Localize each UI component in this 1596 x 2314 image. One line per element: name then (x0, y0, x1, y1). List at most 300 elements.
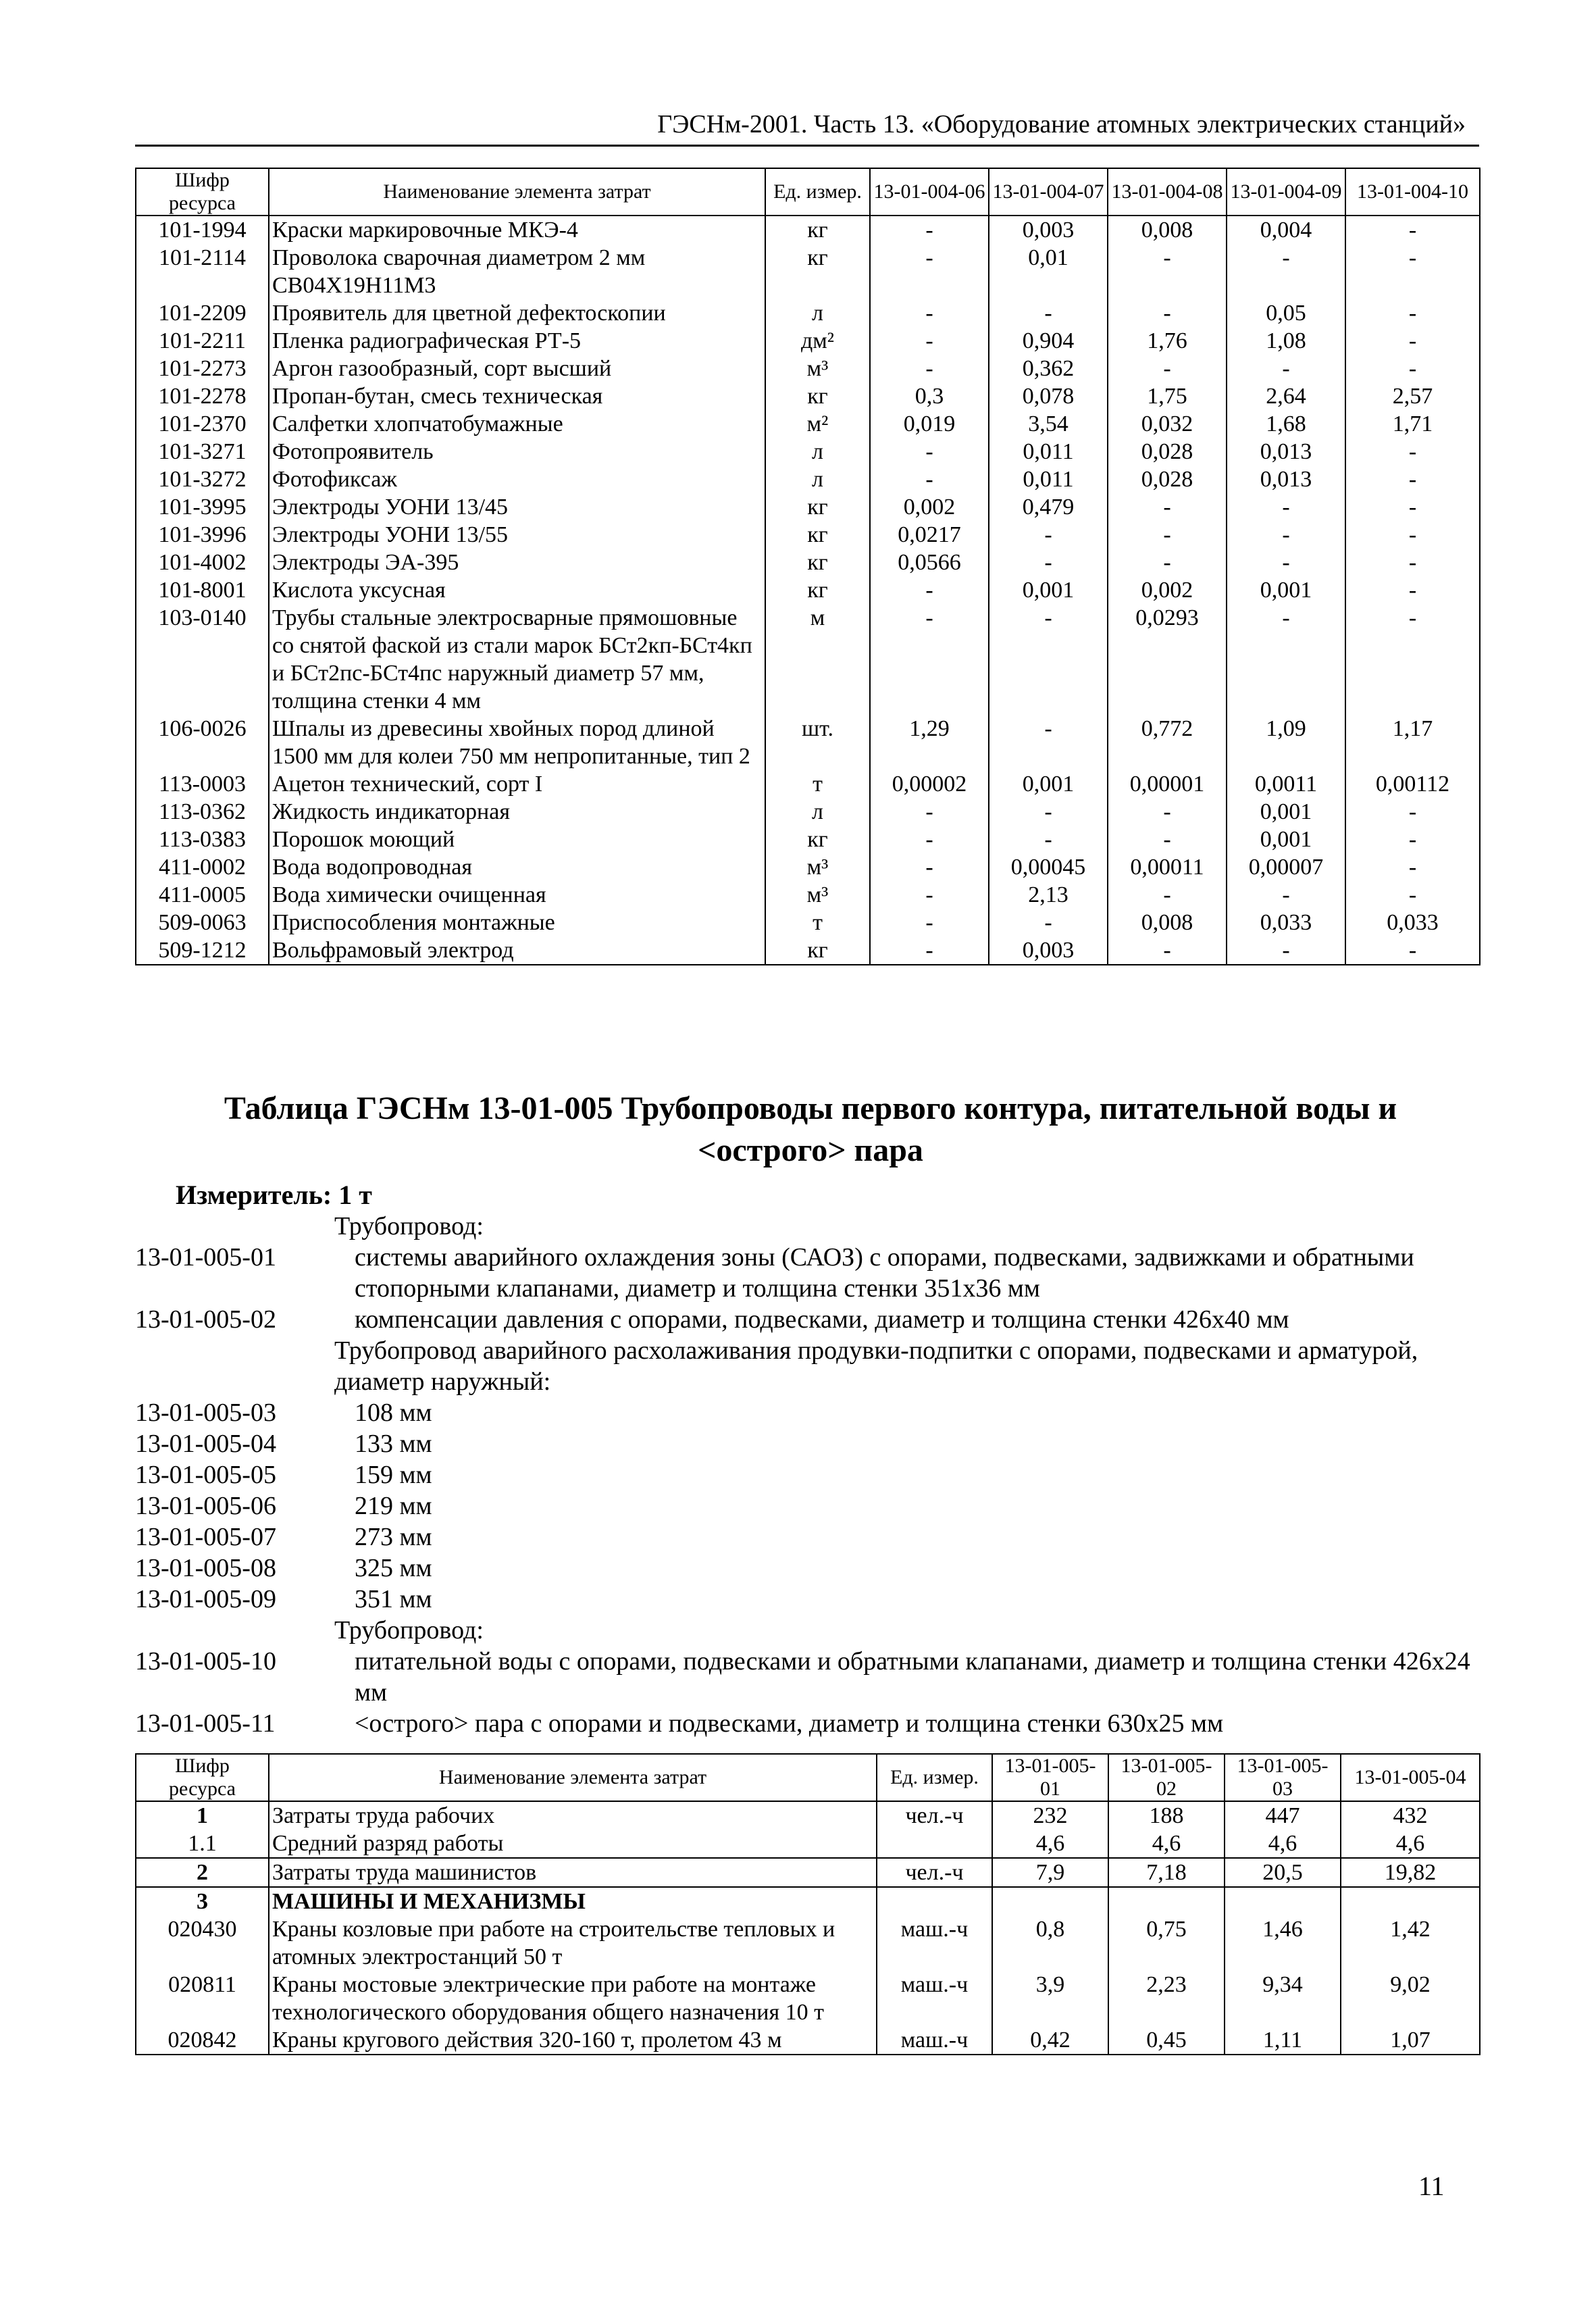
resource-code: 1 (136, 1801, 269, 1830)
resource-name: Ацетон технический, сорт I (269, 770, 765, 798)
value-cell: 0,001 (1227, 798, 1345, 826)
spec-heading: Трубопровод: (334, 1616, 484, 1644)
spec-code: 13-01-005-09 (135, 1585, 276, 1613)
spec-item (135, 1242, 1486, 1304)
spec-item (135, 1304, 1486, 1335)
value-cell: 0,904 (989, 327, 1108, 355)
unit: кг (765, 576, 870, 604)
resource-name: Пленка радиографическая РТ-5 (269, 327, 765, 355)
resource-code: 2 (136, 1858, 269, 1887)
unit: м² (765, 410, 870, 438)
resource-name: Вода химически очищенная (269, 881, 765, 909)
unit: кг (765, 826, 870, 853)
unit: чел.-ч (877, 1858, 992, 1887)
resource-name: Кислота уксусная (269, 576, 765, 604)
value-cell: 0,011 (989, 466, 1108, 493)
value-cell: 9,34 (1225, 1971, 1341, 2026)
value-cell: 2,64 (1227, 382, 1345, 410)
value-cell: - (1345, 493, 1480, 521)
unit: маш.-ч (877, 2026, 992, 2055)
resource-name: Затраты труда машинистов (269, 1858, 877, 1887)
value-cell: 0,0217 (870, 521, 989, 549)
resource-name: Электроды УОНИ 13/55 (269, 521, 765, 549)
value-cell: 0,001 (989, 576, 1108, 604)
resource-code: 101-2370 (136, 410, 269, 438)
table-header-row (136, 1754, 1480, 1801)
resource-name: Шпалы из древесины хвойных пород длиной 1500 мм для колеи 750 мм непропитанные, тип 2 (269, 715, 765, 770)
table-row (136, 549, 1480, 576)
value-cell: - (1345, 438, 1480, 466)
unit: кг (765, 216, 870, 244)
resource-name: Вода водопроводная (269, 853, 765, 881)
value-cell: 0,00002 (870, 770, 989, 798)
table-row (136, 715, 1480, 770)
section-title-line1: Таблица ГЭСНм 13-01-005 Трубопроводы первого контура, питательной воды и (224, 1090, 1397, 1126)
spec-code: 13-01-005-01 (135, 1243, 276, 1272)
unit: маш.-ч (877, 1971, 992, 2026)
value-cell: 0,002 (1108, 576, 1227, 604)
value-cell: 0,003 (989, 936, 1108, 965)
value-cell: 1,68 (1227, 410, 1345, 438)
resource-code: 101-2273 (136, 355, 269, 382)
spec-text: 351 мм (355, 1585, 432, 1613)
unit: м³ (765, 355, 870, 382)
value-cell: - (1345, 216, 1480, 244)
resources-table-005 (135, 1753, 1481, 2055)
value-cell: - (1108, 936, 1227, 965)
unit: кг (765, 936, 870, 965)
resource-name: Проявитель для цветной дефектоскопии (269, 299, 765, 327)
value-cell: - (1227, 355, 1345, 382)
value-cell: 1,11 (1225, 2026, 1341, 2055)
value-cell: 0,013 (1227, 438, 1345, 466)
value-cell: 0,004 (1227, 216, 1345, 244)
unit: чел.-ч (877, 1801, 992, 1830)
spec-item (135, 1459, 1486, 1490)
value-cell: 1,75 (1108, 382, 1227, 410)
value-cell: - (1345, 244, 1480, 299)
value-cell: 0,008 (1108, 216, 1227, 244)
value-cell: 0,001 (1227, 826, 1345, 853)
col-header: 13-01-005-04 (1341, 1754, 1480, 1801)
value-cell: - (870, 881, 989, 909)
value-cell: - (1227, 244, 1345, 299)
spec-text: <острого> пара с опорами и подвесками, диаметр и толщина стенки 630х25 мм (355, 1709, 1224, 1738)
value-cell: 1,42 (1341, 1915, 1480, 1971)
table-row (136, 1971, 1480, 2026)
resource-name: Затраты труда рабочих (269, 1801, 877, 1830)
unit: т (765, 909, 870, 936)
table-row (136, 1830, 1480, 1858)
resource-name: Краны мостовые электрические при работе на монтаже технологического оборудования общего назначения 10 т (269, 1971, 877, 2026)
resource-code: 020811 (136, 1971, 269, 2026)
resource-name: Жидкость индикаторная (269, 798, 765, 826)
value-cell: 1,29 (870, 715, 989, 770)
value-cell: 0,75 (1108, 1915, 1225, 1971)
table-row (136, 604, 1480, 715)
resource-code: 411-0005 (136, 881, 269, 909)
value-cell: 0,00045 (989, 853, 1108, 881)
resource-code: 101-2114 (136, 244, 269, 299)
value-cell: 4,6 (992, 1830, 1108, 1858)
resource-name: Аргон газообразный, сорт высший (269, 355, 765, 382)
resource-name: Краны козловые при работе на строительстве тепловых и атомных электростанций 50 т (269, 1915, 877, 1971)
value-cell: 2,13 (989, 881, 1108, 909)
value-cell: 0,362 (989, 355, 1108, 382)
unit: л (765, 798, 870, 826)
value-cell: - (1345, 936, 1480, 965)
resource-code: 509-1212 (136, 936, 269, 965)
spec-code: 13-01-005-06 (135, 1492, 276, 1520)
unit: дм² (765, 327, 870, 355)
unit: л (765, 466, 870, 493)
resource-code: 3 (136, 1887, 269, 1915)
resource-code: 106-0026 (136, 715, 269, 770)
spec-code: 13-01-005-11 (135, 1709, 276, 1738)
value-cell: - (870, 826, 989, 853)
value-cell: - (1345, 853, 1480, 881)
table-row (136, 826, 1480, 853)
value-cell: - (870, 909, 989, 936)
resource-name: Приспособления монтажные (269, 909, 765, 936)
value-cell: - (1345, 798, 1480, 826)
spec-item (135, 1584, 1486, 1615)
table-row (136, 382, 1480, 410)
unit: л (765, 438, 870, 466)
value-cell: 0,772 (1108, 715, 1227, 770)
value-cell: 0,00011 (1108, 853, 1227, 881)
value-cell: - (1345, 826, 1480, 853)
resource-name: Вольфрамовый электрод (269, 936, 765, 965)
value-cell: - (1227, 604, 1345, 715)
value-cell: - (989, 521, 1108, 549)
resource-code: 113-0383 (136, 826, 269, 853)
table-row (136, 1858, 1480, 1887)
resource-name: Пропан-бутан, смесь техническая (269, 382, 765, 410)
col-header: 13-01-004-08 (1108, 168, 1227, 216)
value-cell: - (1345, 604, 1480, 715)
spec-item (135, 1553, 1486, 1584)
table-row (136, 355, 1480, 382)
col-header: 13-01-005-01 (992, 1754, 1108, 1801)
value-cell: - (870, 604, 989, 715)
spec-item (135, 1397, 1486, 1428)
resource-code: 101-4002 (136, 549, 269, 576)
col-header: 13-01-005-02 (1108, 1754, 1225, 1801)
value-cell: - (1345, 576, 1480, 604)
value-cell: - (1345, 521, 1480, 549)
unit: м³ (765, 881, 870, 909)
resource-name: Электроды ЭА-395 (269, 549, 765, 576)
value-cell: - (870, 244, 989, 299)
spec-code: 13-01-005-10 (135, 1647, 276, 1676)
unit: маш.-ч (877, 1915, 992, 1971)
value-cell: - (989, 909, 1108, 936)
value-cell: 4,6 (1225, 1830, 1341, 1858)
resource-name: Фотофиксаж (269, 466, 765, 493)
value-cell: 2,23 (1108, 1971, 1225, 2026)
table-row (136, 1887, 1480, 1915)
table-row (136, 1801, 1480, 1830)
col-header: 13-01-004-06 (870, 168, 989, 216)
value-cell: - (989, 826, 1108, 853)
value-cell: - (1108, 826, 1227, 853)
value-cell: - (1227, 881, 1345, 909)
value-cell: 0,05 (1227, 299, 1345, 327)
resource-code: 101-8001 (136, 576, 269, 604)
value-cell: - (1108, 798, 1227, 826)
value-cell: - (1227, 549, 1345, 576)
spec-text: 273 мм (355, 1523, 432, 1551)
table-header-row (136, 168, 1480, 216)
unit: шт. (765, 715, 870, 770)
value-cell: 0,002 (870, 493, 989, 521)
table-row (136, 216, 1480, 244)
value-cell: - (1108, 549, 1227, 576)
col-header: 13-01-005-03 (1225, 1754, 1341, 1801)
value-cell: - (870, 327, 989, 355)
value-cell: 0,019 (870, 410, 989, 438)
unit (877, 1887, 992, 1915)
value-cell: 0,013 (1227, 466, 1345, 493)
value-cell: 4,6 (1108, 1830, 1225, 1858)
spec-code: 13-01-005-08 (135, 1554, 276, 1582)
resource-name: Электроды УОНИ 13/45 (269, 493, 765, 521)
resource-name: Проволока сварочная диаметром 2 мм СВ04Х19Н11М3 (269, 244, 765, 299)
value-cell: 1,07 (1341, 2026, 1480, 2055)
value-cell: 0,011 (989, 438, 1108, 466)
value-cell: 20,5 (1225, 1858, 1341, 1887)
spec-code: 13-01-005-04 (135, 1430, 276, 1458)
page-header (135, 109, 1479, 147)
table-row (136, 2026, 1480, 2055)
table-row (136, 493, 1480, 521)
value-cell: 0,479 (989, 493, 1108, 521)
value-cell: 0,028 (1108, 438, 1227, 466)
value-cell: 188 (1108, 1801, 1225, 1830)
value-cell: 1,08 (1227, 327, 1345, 355)
col-header: Шифр ресурса (136, 1754, 269, 1801)
value-cell: - (870, 299, 989, 327)
table-row (136, 244, 1480, 299)
table-row (136, 936, 1480, 965)
col-header: Шифр ресурса (136, 168, 269, 216)
value-cell: 0,0293 (1108, 604, 1227, 715)
running-title: ГЭСНм-2001. Часть 13. «Оборудование атомных электрических станций» (657, 110, 1466, 139)
spec-text: 133 мм (355, 1430, 432, 1458)
col-header: Наименование элемента затрат (269, 168, 765, 216)
resource-name: Краски маркировочные МКЭ-4 (269, 216, 765, 244)
value-cell: - (1108, 881, 1227, 909)
spec-text: 325 мм (355, 1554, 432, 1582)
value-cell: 0,42 (992, 2026, 1108, 2055)
page-number: 11 (1418, 2171, 1445, 2201)
value-cell: 0,00007 (1227, 853, 1345, 881)
table-row (136, 299, 1480, 327)
resource-name: Краны кругового действия 320-160 т, пролетом 43 м (269, 2026, 877, 2055)
resource-code: 101-3271 (136, 438, 269, 466)
col-header: 13-01-004-07 (989, 168, 1108, 216)
value-cell: 447 (1225, 1801, 1341, 1830)
table-row (136, 327, 1480, 355)
value-cell: 0,078 (989, 382, 1108, 410)
table-row (136, 853, 1480, 881)
spec-text: компенсации давления с опорами, подвесками, диаметр и толщина стенки 426х40 мм (355, 1305, 1289, 1334)
value-cell: - (870, 216, 989, 244)
value-cell: - (1345, 549, 1480, 576)
resource-name: Средний разряд работы (269, 1830, 877, 1858)
value-cell: 0,008 (1108, 909, 1227, 936)
value-cell: - (1108, 355, 1227, 382)
value-cell: 232 (992, 1801, 1108, 1830)
value-cell: 1,46 (1225, 1915, 1341, 1971)
spec-item (135, 1646, 1486, 1708)
value-cell (1225, 1887, 1341, 1915)
value-cell: - (1227, 493, 1345, 521)
resource-name: Фотопроявитель (269, 438, 765, 466)
value-cell: 1,17 (1345, 715, 1480, 770)
section-title-line2: <острого> пара (698, 1132, 923, 1168)
resource-code: 101-3996 (136, 521, 269, 549)
value-cell: - (870, 355, 989, 382)
resource-name: Салфетки хлопчатобумажные (269, 410, 765, 438)
value-cell: - (870, 438, 989, 466)
value-cell: - (1345, 299, 1480, 327)
resource-code: 101-3272 (136, 466, 269, 493)
unit (877, 1830, 992, 1858)
value-cell: 3,9 (992, 1971, 1108, 2026)
value-cell: 1,71 (1345, 410, 1480, 438)
spec-item (135, 1521, 1486, 1553)
spec-heading: Трубопровод: (334, 1212, 484, 1240)
table-row (136, 466, 1480, 493)
spec-code: 13-01-005-02 (135, 1305, 276, 1334)
value-cell: 4,6 (1341, 1830, 1480, 1858)
value-cell: 0,00112 (1345, 770, 1480, 798)
unit: кг (765, 493, 870, 521)
unit: л (765, 299, 870, 327)
measure-unit: Измеритель: 1 т (176, 1180, 372, 1210)
table-row (136, 1915, 1480, 1971)
resource-code: 101-1994 (136, 216, 269, 244)
value-cell: 0,00001 (1108, 770, 1227, 798)
unit: кг (765, 244, 870, 299)
unit: кг (765, 382, 870, 410)
value-cell: 0,01 (989, 244, 1108, 299)
value-cell (1341, 1887, 1480, 1915)
value-cell: 7,9 (992, 1858, 1108, 1887)
col-header: 13-01-004-09 (1227, 168, 1345, 216)
table-row (136, 438, 1480, 466)
value-cell: 0,8 (992, 1915, 1108, 1971)
value-cell: - (1345, 881, 1480, 909)
resource-code: 113-0362 (136, 798, 269, 826)
table-row (136, 521, 1480, 549)
value-cell: 0,032 (1108, 410, 1227, 438)
resource-name: Порошок моющий (269, 826, 765, 853)
resource-name: МАШИНЫ И МЕХАНИЗМЫ (269, 1887, 877, 1915)
resource-code: 101-2211 (136, 327, 269, 355)
spec-text: 219 мм (355, 1492, 432, 1520)
table-row (136, 576, 1480, 604)
value-cell: - (989, 549, 1108, 576)
value-cell: - (1227, 936, 1345, 965)
value-cell: - (989, 715, 1108, 770)
unit: кг (765, 521, 870, 549)
value-cell: - (1108, 299, 1227, 327)
unit: т (765, 770, 870, 798)
value-cell: 0,001 (989, 770, 1108, 798)
value-cell: - (870, 936, 989, 965)
value-cell: 0,028 (1108, 466, 1227, 493)
resource-code: 113-0003 (136, 770, 269, 798)
resource-code: 101-2209 (136, 299, 269, 327)
value-cell: - (1345, 466, 1480, 493)
value-cell: 1,76 (1108, 327, 1227, 355)
unit: м (765, 604, 870, 715)
resource-code: 411-0002 (136, 853, 269, 881)
resource-code: 020430 (136, 1915, 269, 1971)
value-cell: - (1108, 244, 1227, 299)
spec-text: 159 мм (355, 1461, 432, 1489)
value-cell: 0,0566 (870, 549, 989, 576)
table-row (136, 798, 1480, 826)
resource-code: 101-2278 (136, 382, 269, 410)
value-cell: 432 (1341, 1801, 1480, 1830)
spec-code: 13-01-005-05 (135, 1461, 276, 1489)
value-cell: 2,57 (1345, 382, 1480, 410)
resource-code: 020842 (136, 2026, 269, 2055)
value-cell: - (870, 576, 989, 604)
table-row (136, 909, 1480, 936)
resources-table-004 (135, 168, 1481, 965)
value-cell: 7,18 (1108, 1858, 1225, 1887)
spec-item (135, 1490, 1486, 1521)
spec-code: 13-01-005-03 (135, 1399, 276, 1427)
value-cell: - (1345, 355, 1480, 382)
spec-code: 13-01-005-07 (135, 1523, 276, 1551)
spec-list (135, 1211, 1486, 1739)
resource-code: 509-0063 (136, 909, 269, 936)
resource-code: 103-0140 (136, 604, 269, 715)
value-cell: - (1345, 327, 1480, 355)
unit: кг (765, 549, 870, 576)
value-cell (992, 1887, 1108, 1915)
resource-name: Трубы стальные электросварные прямошовные со снятой фаской из стали марок БСт2кп-БСт4кп и БСт2пс-БСт4пс наружный диаметр 57 мм, толщина стенки 4 мм (269, 604, 765, 715)
col-header: Ед. измер. (877, 1754, 992, 1801)
value-cell: 1,09 (1227, 715, 1345, 770)
value-cell (1108, 1887, 1225, 1915)
value-cell: 0,001 (1227, 576, 1345, 604)
value-cell: - (870, 798, 989, 826)
spec-item (135, 1428, 1486, 1459)
value-cell: - (1108, 493, 1227, 521)
section-title (115, 1088, 1506, 1172)
spec-text: питательной воды с опорами, подвесками и обратными клапанами, диаметр и толщина стенки 426х24 мм (355, 1647, 1470, 1707)
value-cell: 0,0011 (1227, 770, 1345, 798)
value-cell: - (870, 853, 989, 881)
value-cell: - (989, 798, 1108, 826)
value-cell: 0,3 (870, 382, 989, 410)
resource-code: 1.1 (136, 1830, 269, 1858)
table-row (136, 770, 1480, 798)
col-header: Наименование элемента затрат (269, 1754, 877, 1801)
value-cell: 3,54 (989, 410, 1108, 438)
value-cell: - (989, 299, 1108, 327)
col-header: 13-01-004-10 (1345, 168, 1480, 216)
value-cell: 0,003 (989, 216, 1108, 244)
value-cell: - (989, 604, 1108, 715)
